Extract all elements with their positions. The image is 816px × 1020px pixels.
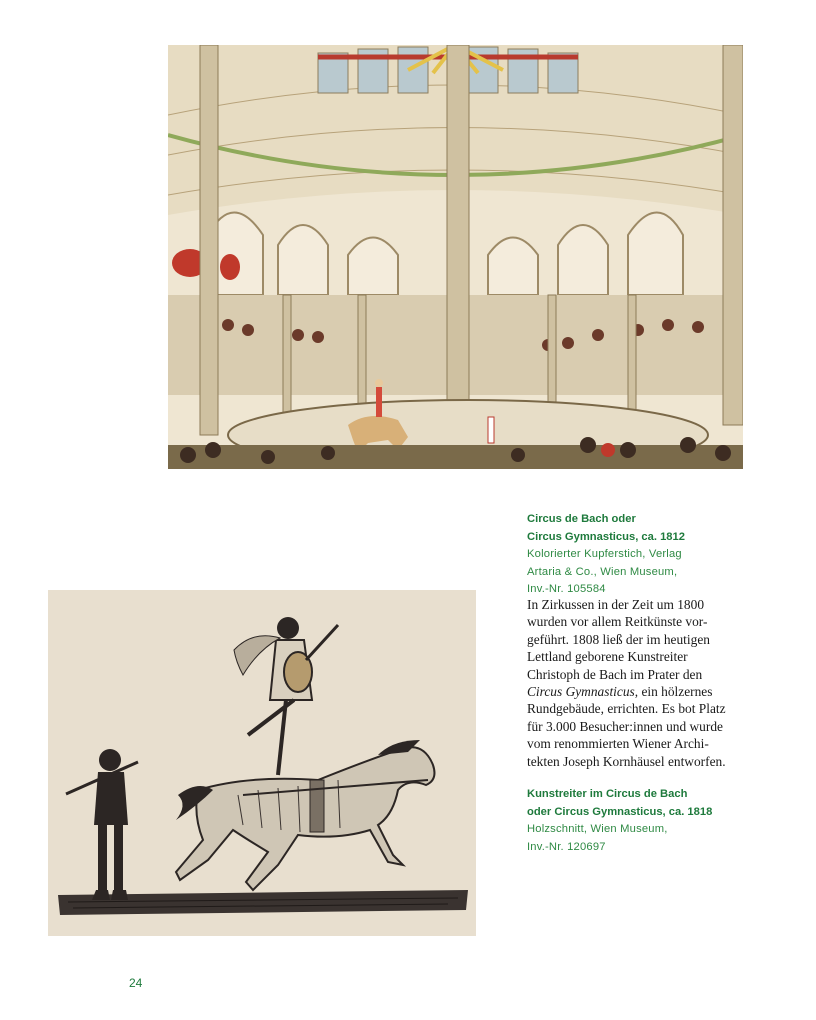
caption-title: Kunstreiter im Circus de Bach xyxy=(527,788,688,800)
woodcut-illustration xyxy=(48,590,476,936)
body-line xyxy=(527,683,767,700)
italic-title: Circus Gymnasticus xyxy=(527,684,635,700)
body-line-rest: , ein hölzernes xyxy=(634,684,713,700)
body-line: tekten Joseph Kornhäusel entworfen. xyxy=(527,753,726,769)
body-line: vom renommierten Wiener Archi- xyxy=(527,736,709,752)
caption-meta: Kolorierter Kupferstich, Verlag xyxy=(527,548,682,560)
caption-horse-rider xyxy=(527,786,752,856)
body-paragraph xyxy=(527,596,767,770)
caption-title: Circus Gymnasticus, ca. 1812 xyxy=(527,530,685,543)
body-line: Rundgebäude, errichten. Es bot Platz xyxy=(527,701,726,717)
horse-rider-woodcut xyxy=(48,590,476,936)
body-line: Christoph de Bach im Prater den xyxy=(527,666,703,682)
body-line: Lettland geborene Kunstreiter xyxy=(527,649,688,665)
circus-interior-engraving xyxy=(168,45,743,469)
page-number: 24 xyxy=(129,976,143,990)
caption-title: oder Circus Gymnasticus, ca. 1818 xyxy=(527,805,713,818)
body-line: für 3.000 Besucher:innen und wurde xyxy=(527,718,723,734)
caption-meta: Holzschnitt, Wien Museum, xyxy=(527,823,668,835)
engraving-illustration xyxy=(168,45,743,469)
caption-meta: Artaria & Co., Wien Museum, xyxy=(527,565,678,578)
caption-meta: Inv.-Nr. 120697 xyxy=(527,840,606,853)
body-line: wurden vor allem Reitkünste vor- xyxy=(527,614,708,630)
caption-title: Circus de Bach oder xyxy=(527,513,636,525)
caption-meta: Inv.-Nr. 105584 xyxy=(527,583,606,595)
body-line: geführt. 1808 ließ der im heutigen xyxy=(527,631,710,647)
caption-circus-interior xyxy=(527,511,752,599)
body-line: In Zirkussen in der Zeit um 1800 xyxy=(527,597,705,612)
